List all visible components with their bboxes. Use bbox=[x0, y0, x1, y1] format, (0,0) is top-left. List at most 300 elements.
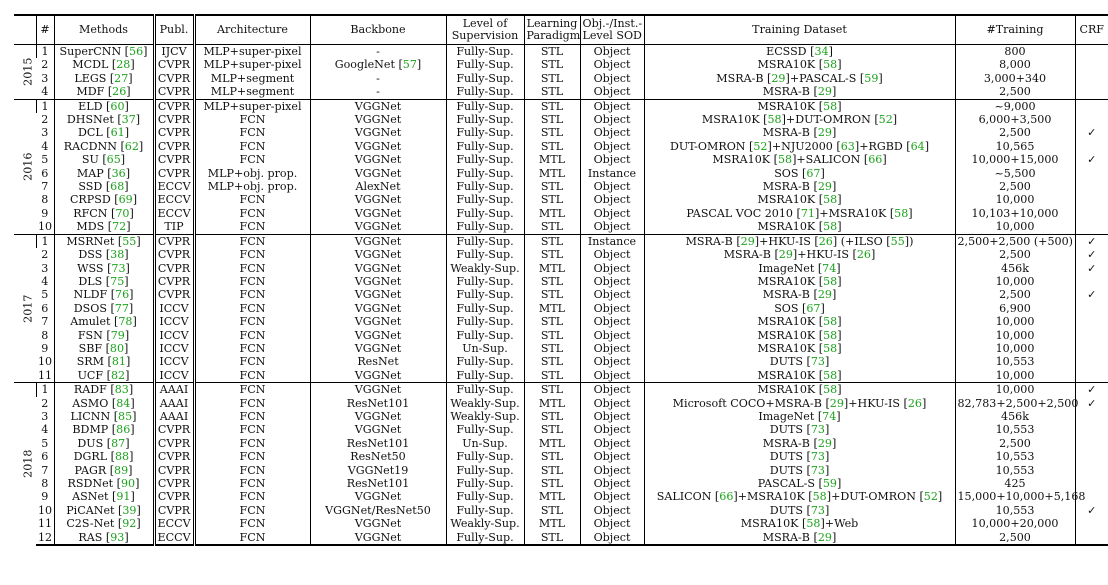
crf-flag bbox=[1075, 262, 1108, 275]
citation-number: 58 bbox=[894, 206, 909, 220]
training-dataset: ImageNet [74] bbox=[644, 262, 955, 275]
method-label: NLDF bbox=[73, 288, 108, 302]
training-dataset: MSRA10K [58]+SALICON [66] bbox=[644, 153, 955, 166]
publication-venue: AAAI bbox=[154, 383, 194, 397]
method-name: PAGR [89] bbox=[54, 464, 154, 477]
dataset-label: ) bbox=[909, 234, 914, 248]
architecture: FCN bbox=[194, 531, 310, 545]
citation-number: 29 bbox=[817, 288, 832, 302]
dataset-label: +NJU2000 bbox=[771, 139, 833, 153]
backbone bbox=[310, 193, 446, 206]
backbone bbox=[310, 140, 446, 153]
crf-flag bbox=[1075, 423, 1108, 436]
learning-paradigm: STL bbox=[524, 220, 580, 234]
supervision-level: Fully-Sup. bbox=[446, 490, 524, 503]
publication-venue: CVPR bbox=[154, 262, 194, 275]
crf-flag bbox=[1075, 153, 1108, 166]
learning-paradigm: STL bbox=[524, 99, 580, 113]
backbone-label: VGGNet bbox=[354, 99, 402, 113]
dataset-label: +HKU-IS bbox=[759, 234, 811, 248]
supervision-level: Fully-Sup. bbox=[446, 167, 524, 180]
sod-level: Object bbox=[580, 262, 644, 275]
method-label: ELD bbox=[78, 99, 103, 113]
citation-number: 78 bbox=[118, 315, 133, 329]
method-label: SuperCNN bbox=[59, 45, 122, 58]
method-label: DLS bbox=[78, 274, 103, 288]
crf-flag bbox=[1075, 383, 1108, 397]
method-label: UCF bbox=[77, 368, 104, 382]
backbone-label: VGGNet bbox=[354, 220, 402, 234]
training-dataset: MSRA-B [29] bbox=[644, 180, 955, 193]
publication-venue: AAAI bbox=[154, 410, 194, 423]
citation-number: 70 bbox=[115, 206, 130, 220]
method-name: RACDNN [62] bbox=[54, 140, 154, 153]
crf-flag bbox=[1075, 369, 1108, 383]
supervision-level: Fully-Sup. bbox=[446, 207, 524, 220]
table-row bbox=[14, 113, 1108, 126]
header-crf: CRF bbox=[1075, 15, 1108, 45]
table-row bbox=[14, 464, 1108, 477]
row-number: 9 bbox=[41, 341, 49, 355]
publication-venue: CVPR bbox=[154, 72, 194, 85]
sod-level: Object bbox=[580, 113, 644, 126]
backbone bbox=[310, 85, 446, 99]
learning-paradigm: STL bbox=[524, 113, 580, 126]
method-label: C2S-Net bbox=[66, 517, 115, 531]
header-publication: Publ. bbox=[154, 15, 194, 45]
training-count: 10,000 bbox=[955, 193, 1075, 206]
method-name: MDS [72] bbox=[54, 220, 154, 234]
supervision-level: Fully-Sup. bbox=[446, 126, 524, 139]
citation-number: 29 bbox=[817, 530, 832, 544]
backbone-label: VGGNet bbox=[354, 193, 402, 207]
method-label: RADF bbox=[73, 383, 107, 397]
row-number: 1 bbox=[36, 99, 54, 113]
backbone bbox=[310, 207, 446, 220]
backbone bbox=[310, 167, 446, 180]
crf-flag bbox=[1075, 342, 1108, 355]
crf-flag bbox=[1075, 450, 1108, 463]
training-dataset: MSRA10K [58] bbox=[644, 220, 955, 234]
publication-venue: ICCV bbox=[154, 355, 194, 368]
method-name: SSD [68] bbox=[54, 180, 154, 193]
citation-number: 73 bbox=[810, 450, 825, 464]
citation-number: 58 bbox=[823, 193, 838, 207]
citation-number: 26 bbox=[112, 85, 127, 99]
architecture: FCN bbox=[194, 248, 310, 261]
method-name: LICNN [85] bbox=[54, 410, 154, 423]
dataset-label: MSRA10K bbox=[701, 113, 760, 127]
table-row bbox=[14, 369, 1108, 383]
method-label: MDF bbox=[76, 85, 105, 99]
table-row bbox=[14, 517, 1108, 530]
table-row bbox=[14, 477, 1108, 490]
architecture: MLP+super-pixel bbox=[194, 45, 310, 59]
architecture: FCN bbox=[194, 410, 310, 423]
training-count: 2,500 bbox=[955, 531, 1075, 545]
learning-paradigm: STL bbox=[524, 234, 580, 248]
backbone bbox=[310, 342, 446, 355]
crf-flag bbox=[1075, 193, 1108, 206]
architecture: MLP+obj. prop. bbox=[194, 180, 310, 193]
architecture: FCN bbox=[194, 315, 310, 328]
publication-venue: CVPR bbox=[154, 423, 194, 436]
backbone-label: VGGNet bbox=[354, 490, 402, 504]
learning-paradigm: STL bbox=[524, 288, 580, 301]
dataset-label: DUTS bbox=[769, 463, 803, 477]
year-label: 2016 bbox=[21, 152, 35, 181]
dataset-label: +MSRA10K bbox=[819, 206, 887, 220]
supervision-level: Weakly-Sup. bbox=[446, 397, 524, 410]
training-dataset: MSRA-B [29] bbox=[644, 531, 955, 545]
header-year bbox=[14, 15, 36, 45]
row-number: 7 bbox=[41, 180, 49, 194]
learning-paradigm: STL bbox=[524, 275, 580, 288]
method-name: C2S-Net [92] bbox=[54, 517, 154, 530]
sod-level: Object bbox=[580, 397, 644, 410]
citation-number: 27 bbox=[114, 71, 129, 85]
citation-number: 58 bbox=[812, 490, 827, 504]
supervision-level: Fully-Sup. bbox=[446, 315, 524, 328]
citation-number: 59 bbox=[822, 477, 837, 490]
dataset-label: +DUT-OMRON bbox=[831, 490, 916, 504]
sod-level: Object bbox=[580, 153, 644, 166]
training-dataset: MSRA-B [29] bbox=[644, 126, 955, 139]
table-row bbox=[14, 180, 1108, 193]
backbone-label: VGGNet bbox=[354, 153, 402, 167]
architecture: FCN bbox=[194, 329, 310, 342]
method-label: MAP bbox=[76, 166, 104, 180]
method-label: MDS bbox=[76, 220, 105, 234]
citation-number: 93 bbox=[110, 530, 125, 544]
training-count: 425 bbox=[955, 477, 1075, 490]
supervision-level: Weakly-Sup. bbox=[446, 262, 524, 275]
training-dataset: ImageNet [74] bbox=[644, 410, 955, 423]
citation-number: 36 bbox=[111, 166, 126, 180]
method-name: RADF [83] bbox=[54, 383, 154, 397]
sod-level: Object bbox=[580, 99, 644, 113]
supervision-level: Un-Sup. bbox=[446, 342, 524, 355]
row-number: 4 bbox=[41, 139, 49, 153]
training-dataset: MSRA10K [58] bbox=[644, 99, 955, 113]
method-label: MSRNet bbox=[66, 234, 115, 248]
dataset-label: MSRA10K bbox=[757, 341, 816, 355]
backbone-label: - bbox=[376, 85, 380, 99]
architecture: FCN bbox=[194, 302, 310, 315]
citation-number: 73 bbox=[810, 355, 825, 369]
training-dataset: DUTS [73] bbox=[644, 355, 955, 368]
table-row bbox=[14, 275, 1108, 288]
row-number: 3 bbox=[41, 409, 49, 423]
training-dataset: SALICON [66]+MSRA10K [58]+DUT-OMRON [52] bbox=[644, 490, 955, 503]
method-label: LICNN bbox=[70, 409, 111, 423]
row-number: 4 bbox=[41, 274, 49, 288]
supervision-level: Fully-Sup. bbox=[446, 193, 524, 206]
citation-number: 80 bbox=[109, 341, 125, 355]
learning-paradigm: STL bbox=[524, 248, 580, 261]
method-name: RSDNet [90] bbox=[54, 477, 154, 490]
method-name: SBF [80] bbox=[54, 342, 154, 355]
backbone bbox=[310, 423, 446, 436]
training-dataset: MSRA10K [58] bbox=[644, 383, 955, 397]
table-row bbox=[14, 193, 1108, 206]
sod-level: Object bbox=[580, 315, 644, 328]
method-name: SuperCNN [56] bbox=[54, 45, 154, 59]
learning-paradigm: MTL bbox=[524, 517, 580, 530]
publication-venue: CVPR bbox=[154, 490, 194, 503]
supervision-level: Fully-Sup. bbox=[446, 383, 524, 397]
training-count: 10,000 bbox=[955, 369, 1075, 383]
table-row bbox=[14, 153, 1108, 166]
training-count: 2,500 bbox=[955, 126, 1075, 139]
backbone-label: ResNet101 bbox=[346, 396, 410, 410]
publication-venue: IJCV bbox=[154, 45, 194, 59]
training-count: 2,500 bbox=[955, 437, 1075, 450]
training-dataset: MSRA-B [29]+HKU-IS [26] (+ILSO [55]) bbox=[644, 234, 955, 248]
row-number: 11 bbox=[38, 517, 53, 531]
method-name: DGRL [88] bbox=[54, 450, 154, 463]
supervision-level: Fully-Sup. bbox=[446, 248, 524, 261]
sod-level: Object bbox=[580, 410, 644, 423]
supervision-level: Fully-Sup. bbox=[446, 85, 524, 99]
training-dataset: MSRA10K [58] bbox=[644, 275, 955, 288]
architecture: FCN bbox=[194, 193, 310, 206]
backbone-label: VGGNet bbox=[354, 113, 402, 127]
citation-number: 66 bbox=[868, 153, 883, 167]
architecture: FCN bbox=[194, 450, 310, 463]
backbone bbox=[310, 355, 446, 368]
citation-number: 55 bbox=[890, 234, 905, 248]
backbone bbox=[310, 220, 446, 234]
learning-paradigm: MTL bbox=[524, 207, 580, 220]
table-row bbox=[14, 450, 1108, 463]
dataset-label: ImageNet bbox=[758, 409, 815, 423]
row-number: 5 bbox=[41, 436, 49, 450]
backbone-label: VGGNet19 bbox=[347, 463, 409, 477]
supervision-level: Weakly-Sup. bbox=[446, 517, 524, 530]
method-name: DUS [87] bbox=[54, 437, 154, 450]
year-cell bbox=[14, 45, 36, 100]
method-name: MSRNet [55] bbox=[54, 234, 154, 248]
table-row bbox=[14, 72, 1108, 85]
citation-number: 26 bbox=[818, 234, 833, 248]
backbone bbox=[310, 234, 446, 248]
architecture: FCN bbox=[194, 355, 310, 368]
method-label: PiCANet bbox=[66, 503, 115, 517]
citation-number: 29 bbox=[771, 71, 786, 85]
row-number: 9 bbox=[41, 206, 49, 220]
crf-flag bbox=[1075, 72, 1108, 85]
architecture: FCN bbox=[194, 275, 310, 288]
dataset-label: MSRA-B bbox=[685, 234, 733, 248]
backbone bbox=[310, 329, 446, 342]
table-row bbox=[14, 423, 1108, 436]
citation-number: 52 bbox=[923, 490, 938, 504]
sod-level: Object bbox=[580, 383, 644, 397]
row-number: 11 bbox=[38, 368, 53, 382]
citation-number: 58 bbox=[777, 153, 793, 167]
learning-paradigm: STL bbox=[524, 504, 580, 517]
dataset-label: +DUT-OMRON bbox=[785, 113, 871, 127]
backbone-label: VGGNet bbox=[354, 517, 402, 531]
row-number: 1 bbox=[36, 45, 54, 59]
learning-paradigm: STL bbox=[524, 193, 580, 206]
citation-number: 77 bbox=[114, 301, 129, 315]
dataset-label: MSRA10K bbox=[757, 193, 816, 207]
dataset-label: +HKU-IS bbox=[848, 396, 900, 410]
crf-flag bbox=[1075, 58, 1108, 71]
training-dataset: DUTS [73] bbox=[644, 423, 955, 436]
supervision-level: Fully-Sup. bbox=[446, 302, 524, 315]
citation-number: 92 bbox=[122, 517, 137, 531]
sod-methods-table bbox=[14, 14, 1108, 546]
training-count: 10,553 bbox=[955, 450, 1075, 463]
publication-venue: CVPR bbox=[154, 153, 194, 166]
backbone bbox=[310, 180, 446, 193]
crf-flag bbox=[1075, 220, 1108, 234]
row-number: 3 bbox=[41, 71, 49, 85]
architecture: FCN bbox=[194, 397, 310, 410]
backbone-label: VGGNet bbox=[354, 315, 402, 329]
learning-paradigm: STL bbox=[524, 45, 580, 59]
citation-number: 29 bbox=[740, 234, 755, 248]
sod-level: Object bbox=[580, 504, 644, 517]
training-count: 10,000 bbox=[955, 315, 1075, 328]
method-name: DSS [38] bbox=[54, 248, 154, 261]
backbone bbox=[310, 477, 446, 490]
row-number: 1 bbox=[36, 234, 54, 248]
citation-number: 58 bbox=[823, 368, 838, 382]
supervision-level: Fully-Sup. bbox=[446, 450, 524, 463]
header-supervision: Level of Supervision bbox=[446, 15, 524, 45]
crf-flag bbox=[1075, 477, 1108, 490]
sod-level: Object bbox=[580, 207, 644, 220]
architecture: MLP+super-pixel bbox=[194, 99, 310, 113]
dataset-label: ECSSD bbox=[766, 45, 807, 58]
training-dataset: DUTS [73] bbox=[644, 504, 955, 517]
year-cell bbox=[14, 383, 36, 545]
training-dataset: PASCAL-S [59] bbox=[644, 477, 955, 490]
dataset-label: MSRA-B bbox=[762, 288, 810, 302]
supervision-level: Fully-Sup. bbox=[446, 464, 524, 477]
crf-flag bbox=[1075, 437, 1108, 450]
dataset-label: MSRA-B bbox=[762, 530, 810, 544]
backbone-label: ResNet50 bbox=[350, 450, 406, 464]
citation-number: 72 bbox=[112, 220, 127, 234]
method-label: RAS bbox=[78, 530, 103, 544]
publication-venue: ECCV bbox=[154, 180, 194, 193]
architecture: FCN bbox=[194, 504, 310, 517]
dataset-label: +MSRA10K bbox=[737, 490, 805, 504]
architecture: FCN bbox=[194, 383, 310, 397]
citation-number: 59 bbox=[864, 71, 879, 85]
architecture: MLP+obj. prop. bbox=[194, 167, 310, 180]
backbone bbox=[310, 369, 446, 383]
table-row bbox=[14, 397, 1108, 410]
method-name: MCDL [28] bbox=[54, 58, 154, 71]
publication-venue: CVPR bbox=[154, 477, 194, 490]
learning-paradigm: STL bbox=[524, 531, 580, 545]
publication-venue: CVPR bbox=[154, 126, 194, 139]
table-row bbox=[14, 504, 1108, 517]
sod-level: Object bbox=[580, 450, 644, 463]
architecture: FCN bbox=[194, 464, 310, 477]
sod-level: Object bbox=[580, 193, 644, 206]
table-row bbox=[14, 167, 1108, 180]
citation-number: 65 bbox=[106, 153, 121, 167]
publication-venue: CVPR bbox=[154, 113, 194, 126]
citation-number: 28 bbox=[116, 58, 131, 72]
table-row bbox=[14, 234, 1108, 248]
supervision-level: Fully-Sup. bbox=[446, 423, 524, 436]
row-number: 4 bbox=[41, 85, 49, 99]
learning-paradigm: MTL bbox=[524, 397, 580, 410]
method-label: ASMO bbox=[72, 396, 109, 410]
dataset-label: MSRA10K bbox=[757, 99, 816, 113]
checkmark-icon: ✓ bbox=[1087, 234, 1097, 248]
training-count: 10,000 bbox=[955, 329, 1075, 342]
citation-number: 67 bbox=[806, 166, 821, 180]
citation-number: 63 bbox=[840, 139, 855, 153]
backbone-label: VGGNet bbox=[354, 261, 402, 275]
learning-paradigm: MTL bbox=[524, 262, 580, 275]
backbone bbox=[310, 153, 446, 166]
header-training-dataset: Training Dataset bbox=[644, 15, 955, 45]
training-dataset: MSRA10K [58] bbox=[644, 369, 955, 383]
row-number: 3 bbox=[41, 126, 49, 140]
checkmark-icon: ✓ bbox=[1087, 383, 1097, 397]
method-label: RSDNet bbox=[67, 477, 114, 490]
crf-flag bbox=[1075, 275, 1108, 288]
table-row bbox=[14, 220, 1108, 234]
backbone-label: VGGNet bbox=[354, 409, 402, 423]
crf-flag bbox=[1075, 517, 1108, 530]
sod-level: Object bbox=[580, 464, 644, 477]
training-count: 10,553 bbox=[955, 423, 1075, 436]
header-number: # bbox=[36, 15, 54, 45]
table-row bbox=[14, 288, 1108, 301]
learning-paradigm: STL bbox=[524, 477, 580, 490]
method-name: DHSNet [37] bbox=[54, 113, 154, 126]
learning-paradigm: MTL bbox=[524, 490, 580, 503]
year-label: 2015 bbox=[21, 57, 35, 86]
backbone-label: VGGNet bbox=[354, 288, 402, 302]
method-label: DHSNet bbox=[66, 113, 114, 127]
table-row bbox=[14, 207, 1108, 220]
citation-number: 86 bbox=[116, 423, 131, 437]
backbone-label: VGGNet bbox=[354, 139, 402, 153]
learning-paradigm: STL bbox=[524, 85, 580, 99]
training-dataset: MSRA10K [58] bbox=[644, 193, 955, 206]
crf-flag bbox=[1075, 140, 1108, 153]
citation-number: 89 bbox=[114, 463, 129, 477]
citation-number: 85 bbox=[118, 409, 133, 423]
citation-number: 67 bbox=[806, 301, 821, 315]
row-number: 5 bbox=[41, 153, 49, 167]
citation-number: 73 bbox=[810, 463, 825, 477]
training-count: ~5,500 bbox=[955, 167, 1075, 180]
citation-number: 29 bbox=[817, 85, 832, 99]
crf-flag bbox=[1075, 504, 1108, 517]
architecture: FCN bbox=[194, 207, 310, 220]
method-label: SRM bbox=[76, 355, 104, 369]
supervision-level: Fully-Sup. bbox=[446, 113, 524, 126]
dataset-label: MSRA10K bbox=[740, 517, 799, 531]
sod-level: Object bbox=[580, 85, 644, 99]
supervision-level: Fully-Sup. bbox=[446, 72, 524, 85]
training-count: 2,500+2,500 (+500) bbox=[955, 234, 1075, 248]
supervision-level: Fully-Sup. bbox=[446, 45, 524, 59]
